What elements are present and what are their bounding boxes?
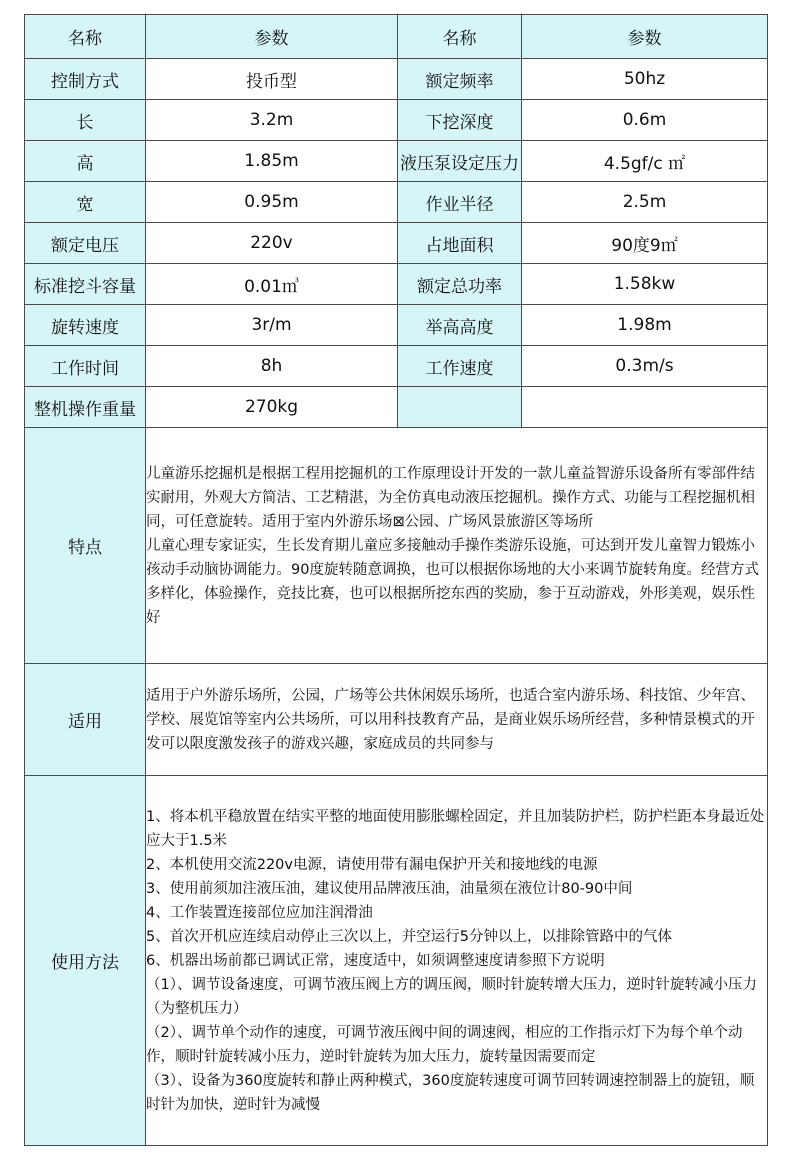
spec-label: 高	[25, 141, 146, 182]
spec-label: 长	[25, 100, 146, 141]
spec-value: 1.98m	[522, 305, 768, 346]
spec-label-empty	[398, 387, 522, 428]
spec-value: 1.85m	[146, 141, 398, 182]
spec-value: 1.58kw	[522, 264, 768, 305]
table-row	[25, 100, 768, 141]
method-row	[25, 776, 768, 1146]
method-item: 5、首次开机应连续启动停止三次以上，并空运行5分钟以上，以排除管路中的气体	[146, 928, 672, 945]
method-item: （1）、调节设备速度，可调节液压阀上方的调压阀，顺时针旋转增大压力，逆时针旋转减小压力（为整机压力）	[146, 976, 757, 1017]
spec-label: 作业半径	[398, 182, 522, 223]
spec-value-empty	[522, 387, 768, 428]
spec-label: 标准挖斗容量	[25, 264, 146, 305]
method-item: 4、工作装置连接部位应加注润滑油	[146, 904, 373, 921]
spec-table	[24, 14, 768, 1146]
spec-value: 50hz	[522, 59, 768, 100]
spec-value: 90度9㎡	[522, 223, 768, 264]
spec-value: 270kg	[146, 387, 398, 428]
table-row	[25, 223, 768, 264]
usage-paragraph: 适用于户外游乐场所，公园，广场等公共休闲娱乐场所，也适合室内游乐场、科技馆、少年宫、学校、展览馆等室内公共场所，可以用科技教育产品，是商业娱乐场所经营，多种情景模式的开发可以限度激发孩子的游戏兴趣，家庭成员的共同参与	[146, 687, 755, 752]
header-param-2: 参数	[522, 15, 768, 59]
spec-value: 0.01㎥	[146, 264, 398, 305]
spec-label: 工作速度	[398, 346, 522, 387]
spec-value: 8h	[146, 346, 398, 387]
method-item: （2）、调节单个动作的速度，可调节液压阀中间的调速阀，相应的工作指示灯下为每个单个动作，顺时针旋转减小压力，逆时针旋转为加大压力，旋转量因需要而定	[146, 1024, 743, 1065]
spec-label: 旋转速度	[25, 305, 146, 346]
table-row	[25, 305, 768, 346]
header-name-2: 名称	[398, 15, 522, 59]
table-row	[25, 264, 768, 305]
header-row	[25, 15, 768, 59]
method-item: 3、使用前须加注液压油，建议使用品牌液压油，油量须在液位计80-90中间	[146, 880, 633, 897]
features-text	[146, 428, 768, 664]
table-row	[25, 387, 768, 428]
spec-label: 控制方式	[25, 59, 146, 100]
spec-label: 液压泵设定压力	[398, 141, 522, 182]
spec-label: 额定频率	[398, 59, 522, 100]
features-paragraph-1: 儿童游乐挖掘机是根据工程用挖掘机的工作原理设计开发的一款儿童益智游乐设备所有零部件结实耐用，外观大方简洁、工艺精湛，为全仿真电动液压挖掘机。操作方式、功能与工程挖掘机相同，可任意旋转。适用于室内外游乐场⊠公园、广场风景旅游区等场所	[146, 465, 755, 530]
method-label: 使用方法	[25, 776, 146, 1146]
features-paragraph-2: 儿童心理专家证实，生长发育期儿童应多接触动手操作类游乐设施，可达到开发儿童智力锻炼小孩动手动脑协调能力。90度旋转随意调换，也可以根据你场地的大小来调节旋转角度。经营方式多样化，体验操作，竞技比赛，也可以根据所挖东西的奖励，参于互动游戏，外形美观，娱乐性好	[146, 537, 759, 626]
method-item: 6、机器出场前都已调试正常，速度适中，如须调整速度请参照下方说明	[146, 952, 605, 969]
spec-value: 0.6m	[522, 100, 768, 141]
usage-text	[146, 664, 768, 776]
features-row	[25, 428, 768, 664]
header-param-1: 参数	[146, 15, 398, 59]
spec-label: 整机操作重量	[25, 387, 146, 428]
spec-value: 3r/m	[146, 305, 398, 346]
header-name-1: 名称	[25, 15, 146, 59]
spec-value: 0.3m/s	[522, 346, 768, 387]
method-text	[146, 776, 768, 1146]
spec-label: 额定电压	[25, 223, 146, 264]
features-label: 特点	[25, 428, 146, 664]
spec-label: 举高高度	[398, 305, 522, 346]
spec-label: 下挖深度	[398, 100, 522, 141]
spec-value: 0.95m	[146, 182, 398, 223]
method-item: （3）、设备为360度旋转和静止两种模式，360度旋转速度可调节回转调速控制器上的旋钮，顺时针为加快，逆时针为减慢	[146, 1072, 755, 1113]
spec-value: 3.2m	[146, 100, 398, 141]
table-row	[25, 59, 768, 100]
spec-value: 220v	[146, 223, 398, 264]
method-item: 2、本机使用交流220v电源，请使用带有漏电保护开关和接地线的电源	[146, 856, 598, 873]
spec-value: 2.5m	[522, 182, 768, 223]
table-row	[25, 141, 768, 182]
spec-value: 4.5gf/c ㎡	[522, 141, 768, 182]
spec-label: 占地面积	[398, 223, 522, 264]
table-row	[25, 182, 768, 223]
usage-label: 适用	[25, 664, 146, 776]
spec-label: 宽	[25, 182, 146, 223]
spec-value: 投币型	[146, 59, 398, 100]
method-item: 1、将本机平稳放置在结实平整的地面使用膨胀螺栓固定，并且加装防护栏，防护栏距本身最近处应大于1.5米	[146, 808, 765, 849]
spec-label: 工作时间	[25, 346, 146, 387]
spec-label: 额定总功率	[398, 264, 522, 305]
table-row	[25, 346, 768, 387]
usage-row	[25, 664, 768, 776]
